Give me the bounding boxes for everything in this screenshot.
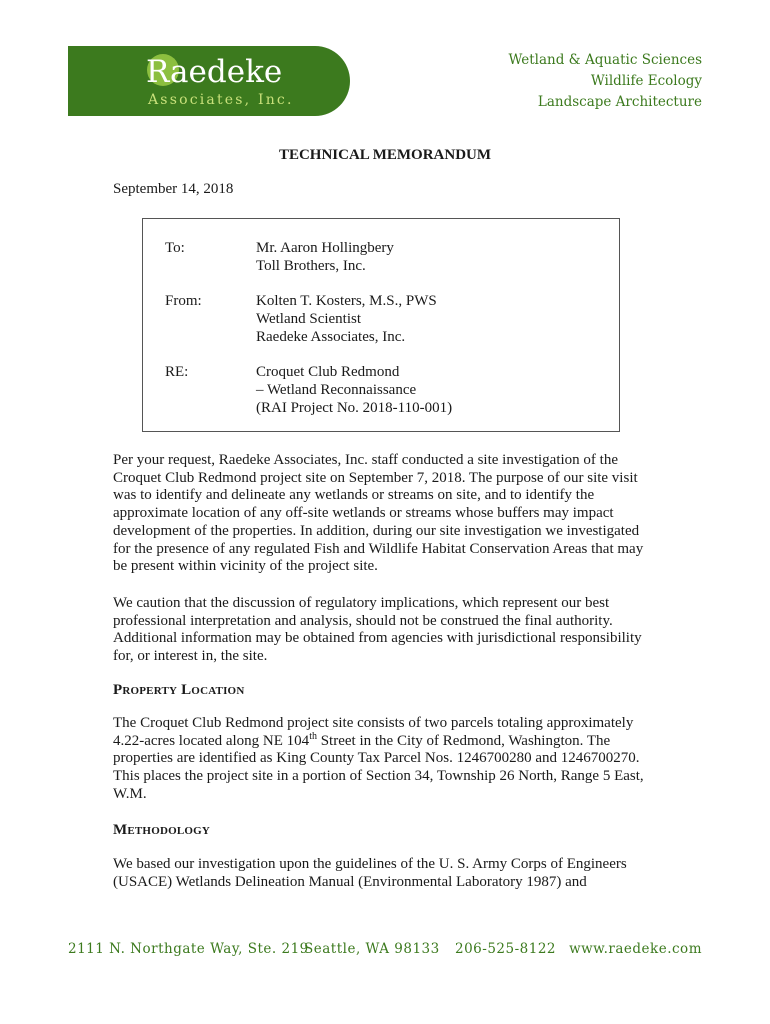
from-line: Kolten T. Kosters, M.S., PWS: [256, 293, 437, 309]
heading-property-location: Property Location: [113, 682, 245, 698]
from-value: [256, 292, 616, 346]
re-value: [256, 363, 616, 417]
from-line: Wetland Scientist: [256, 311, 362, 327]
tagline-3: Landscape Architecture: [537, 94, 702, 110]
paragraph-methodology: We based our investigation upon the guidelines of the U. S. Army Corps of Engineers (USACE) Wetlands Delineation Manual (Environmental Laboratory 1987) and: [113, 856, 627, 890]
property-text-a: The Croquet Club Redmond project site consists of two parcels totaling approximately 4.22-acres located along NE 104: [113, 715, 634, 749]
re-label: RE:: [165, 364, 189, 380]
tagline-1: Wetland & Aquatic Sciences: [508, 52, 702, 68]
header-taglines: [508, 50, 702, 113]
footer-website[interactable]: www.raedeke.com: [569, 941, 702, 957]
memo-title: TECHNICAL MEMORANDUM: [278, 147, 492, 163]
tagline-2: Wildlife Ecology: [590, 73, 702, 89]
to-line: Toll Brothers, Inc.: [256, 258, 366, 274]
to-value: [256, 239, 616, 275]
memo-date: September 14, 2018: [113, 181, 234, 197]
from-label: From:: [165, 293, 202, 309]
logo-subtitle: Associates, Inc.: [148, 92, 294, 108]
memo-header-box: [142, 218, 620, 432]
heading-methodology: Methodology: [113, 822, 211, 838]
property-text-b: Street in the City of Redmond, Washington. The properties are identified as King County Tax Parcel Nos. 1246700280 and 1246700270. This places the project site in a portion of Section 34, Township 26 North, Range 5 East, W.M.: [113, 732, 644, 802]
ordinal-suffix: th: [309, 730, 317, 742]
footer-city: Seattle, WA 98133: [304, 941, 440, 957]
paragraph-caution: We caution that the discussion of regulatory implications, which represent our best professional interpretation and analysis, should not be construed the final authority. Additional information may be obtained from agencies with jurisdictional responsibility for, or interest in, the site.: [113, 595, 642, 665]
to-line: Mr. Aaron Hollingbery: [256, 240, 394, 256]
company-logo: [68, 46, 350, 116]
re-line: Croquet Club Redmond: [256, 364, 400, 380]
footer-phone: 206-525-8122: [455, 941, 557, 957]
from-line: Raedeke Associates, Inc.: [256, 329, 406, 345]
paragraph-property: [113, 715, 658, 804]
paragraph-intro: Per your request, Raedeke Associates, Inc. staff conducted a site investigation of the Croquet Club Redmond project site on September 7, 2018. The purpose of our site visit was to identify and delineate any wetlands or streams on site, and to identify the approximate location of any off-site wetlands or streams whose buffers may impact development of the properties. In addition, during our site investigation we investigated for the presence of any regulated Fish and Wildlife Habitat Conservation Areas that may be present within vicinity of the project site.: [113, 452, 644, 575]
logo-name: Raedeke: [146, 54, 283, 90]
re-line: – Wetland Reconnaissance: [256, 382, 417, 398]
footer-address: 2111 N. Northgate Way, Ste. 219: [68, 941, 309, 957]
to-label: To:: [165, 240, 185, 256]
re-line: (RAI Project No. 2018-110-001): [256, 400, 453, 416]
